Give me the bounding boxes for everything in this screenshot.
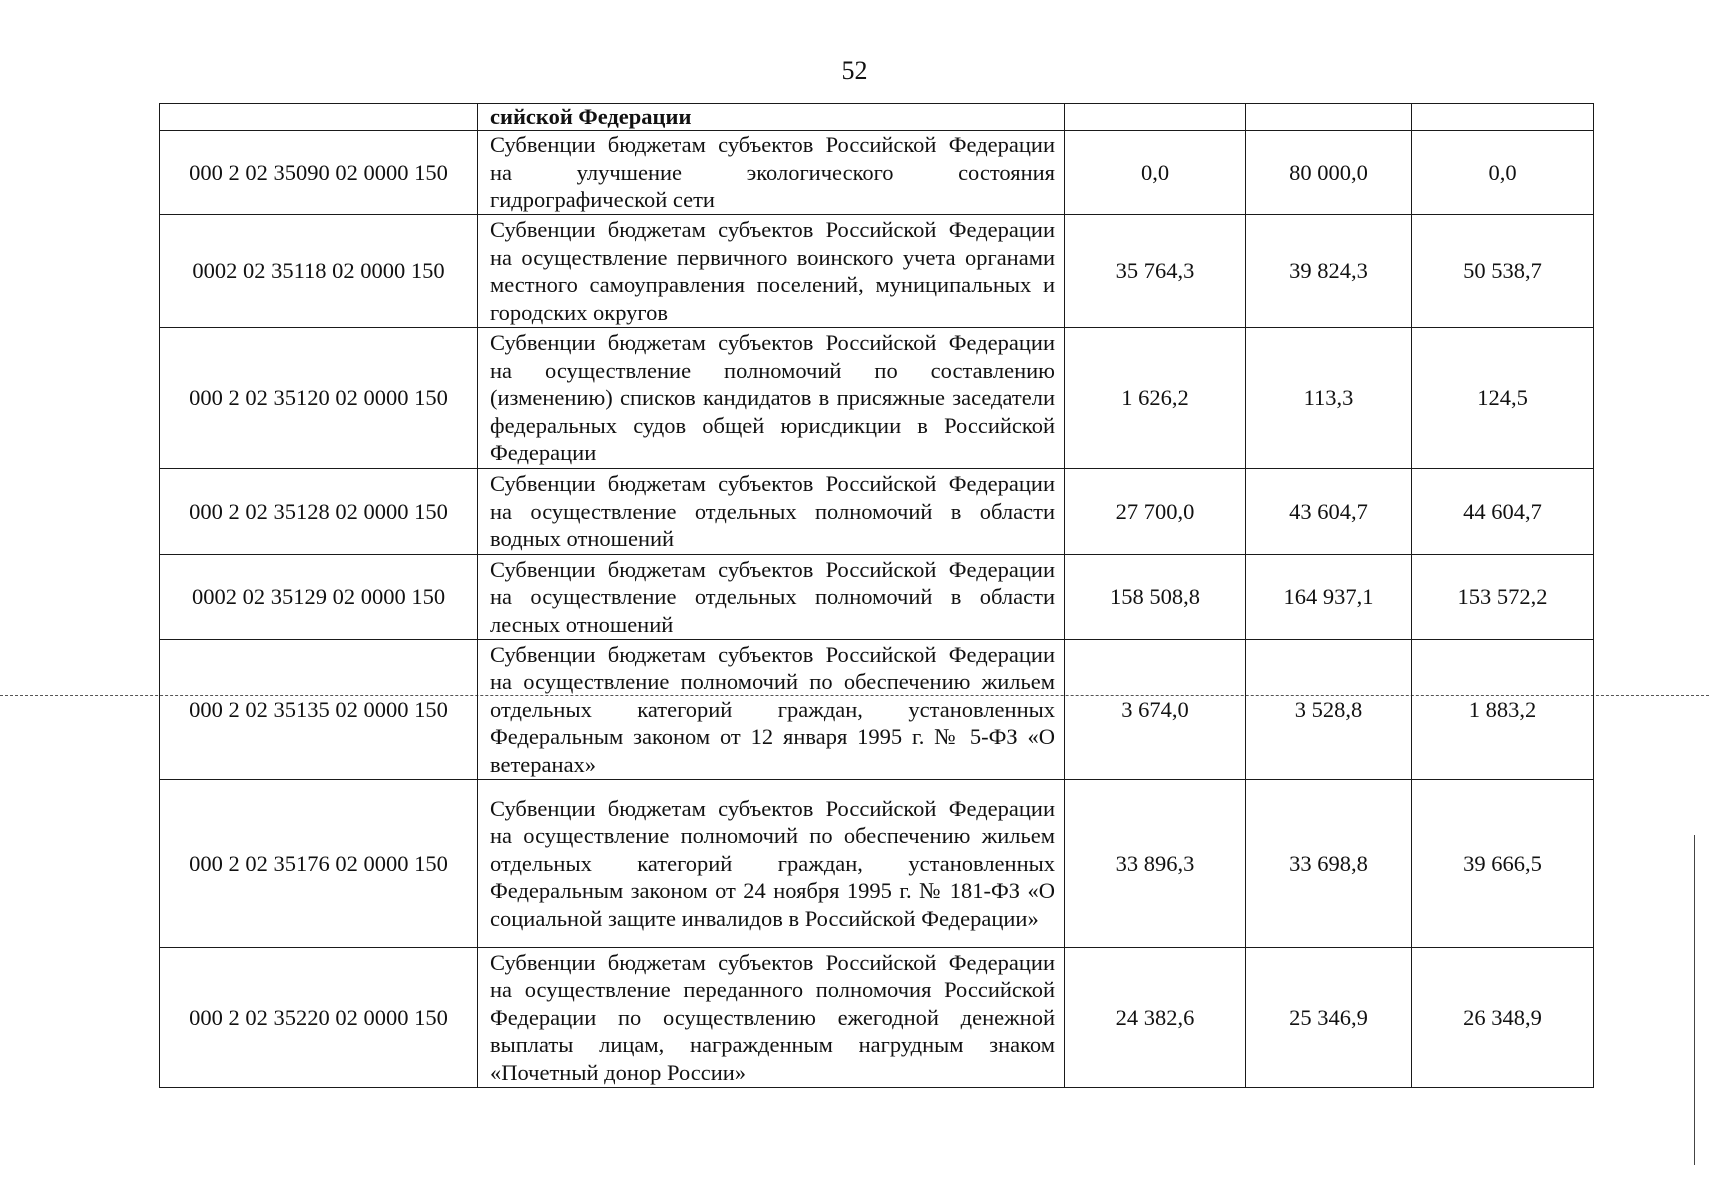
code-cell: 0002 02 35118 02 0000 150 bbox=[160, 215, 478, 328]
value-cell-1: 1 626,2 bbox=[1065, 328, 1246, 469]
value-cell-3: 153 572,2 bbox=[1412, 555, 1594, 640]
value-cell bbox=[1412, 104, 1594, 131]
table-row bbox=[160, 328, 1594, 469]
name-cell: Субвенции бюджетам субъектов Российской Федерации на осуществление полномочий по обеспечению жильем отдельных категорий граждан, установленных Федеральным законом от 12 января 1995 г. № 5-ФЗ «О ветеранах» bbox=[478, 640, 1065, 780]
code-cell: 000 2 02 35120 02 0000 150 bbox=[160, 328, 478, 469]
name-cell: Субвенции бюджетам субъектов Российской Федерации на осуществление переданного полномочия Российской Федерации по осуществлению ежегодной денежной выплаты лицам, награжденным нагрудным знаком «Почетный донор России» bbox=[478, 948, 1065, 1088]
value-cell-1: 27 700,0 bbox=[1065, 469, 1246, 555]
table-row bbox=[160, 780, 1594, 948]
value-cell-3: 50 538,7 bbox=[1412, 215, 1594, 328]
table-row bbox=[160, 640, 1594, 780]
code-cell: 000 2 02 35220 02 0000 150 bbox=[160, 948, 478, 1088]
value-cell-1: 158 508,8 bbox=[1065, 555, 1246, 640]
value-cell-1: 3 674,0 bbox=[1065, 640, 1246, 780]
value-cell-1: 33 896,3 bbox=[1065, 780, 1246, 948]
code-cell: 0002 02 35129 02 0000 150 bbox=[160, 555, 478, 640]
value-cell-2: 164 937,1 bbox=[1246, 555, 1412, 640]
table-row bbox=[160, 555, 1594, 640]
value-cell-3: 0,0 bbox=[1412, 131, 1594, 215]
name-cell: Субвенции бюджетам субъектов Российской Федерации на осуществление отдельных полномочий в области водных отношений bbox=[478, 469, 1065, 555]
code-cell: 000 2 02 35090 02 0000 150 bbox=[160, 131, 478, 215]
value-cell-3: 39 666,5 bbox=[1412, 780, 1594, 948]
table-row bbox=[160, 215, 1594, 328]
value-cell bbox=[1065, 104, 1246, 131]
value-cell-2: 39 824,3 bbox=[1246, 215, 1412, 328]
value-cell-3: 1 883,2 bbox=[1412, 640, 1594, 780]
value-cell-1: 35 764,3 bbox=[1065, 215, 1246, 328]
name-cell: Субвенции бюджетам субъектов Российской Федерации на осуществление первичного воинского учета органами местного самоуправления поселений, муниципальных и городских округов bbox=[478, 215, 1065, 328]
value-cell-2: 113,3 bbox=[1246, 328, 1412, 469]
name-cell: Субвенции бюджетам субъектов Российской Федерации на осуществление полномочий по составлению (изменению) списков кандидатов в присяжные заседатели федеральных судов общей юрисдикции в Российской Федерации bbox=[478, 328, 1065, 469]
value-cell-1: 24 382,6 bbox=[1065, 948, 1246, 1088]
value-cell-3: 44 604,7 bbox=[1412, 469, 1594, 555]
page-number: 52 bbox=[841, 56, 868, 85]
name-cell: Субвенции бюджетам субъектов Российской Федерации на улучшение экологического состояния гидрографической сети bbox=[478, 131, 1065, 215]
scan-artifact-vertical-line bbox=[1694, 835, 1695, 1165]
table-row bbox=[160, 948, 1594, 1088]
continuation-row bbox=[160, 104, 1594, 131]
code-cell: 000 2 02 35135 02 0000 150 bbox=[160, 640, 478, 780]
value-cell-2: 25 346,9 bbox=[1246, 948, 1412, 1088]
value-cell-2: 33 698,8 bbox=[1246, 780, 1412, 948]
name-cell: Субвенции бюджетам субъектов Российской Федерации на осуществление полномочий по обеспечению жильем отдельных категорий граждан, установленных Федеральным законом от 24 ноября 1995 г. № 181-ФЗ «О социальной защите инвалидов в Российской Федерации» bbox=[478, 780, 1065, 948]
value-cell bbox=[1246, 104, 1412, 131]
value-cell-2: 43 604,7 bbox=[1246, 469, 1412, 555]
table-row bbox=[160, 469, 1594, 555]
budget-table bbox=[159, 103, 1594, 1088]
code-cell: 000 2 02 35176 02 0000 150 bbox=[160, 780, 478, 948]
code-cell bbox=[160, 104, 478, 131]
value-cell-1: 0,0 bbox=[1065, 131, 1246, 215]
code-cell: 000 2 02 35128 02 0000 150 bbox=[160, 469, 478, 555]
value-cell-3: 26 348,9 bbox=[1412, 948, 1594, 1088]
continuation-text: сийской Федерации bbox=[478, 104, 1065, 131]
value-cell-2: 3 528,8 bbox=[1246, 640, 1412, 780]
value-cell-2: 80 000,0 bbox=[1246, 131, 1412, 215]
value-cell-3: 124,5 bbox=[1412, 328, 1594, 469]
table-row bbox=[160, 131, 1594, 215]
name-cell: Субвенции бюджетам субъектов Российской Федерации на осуществление отдельных полномочий в области лесных отношений bbox=[478, 555, 1065, 640]
